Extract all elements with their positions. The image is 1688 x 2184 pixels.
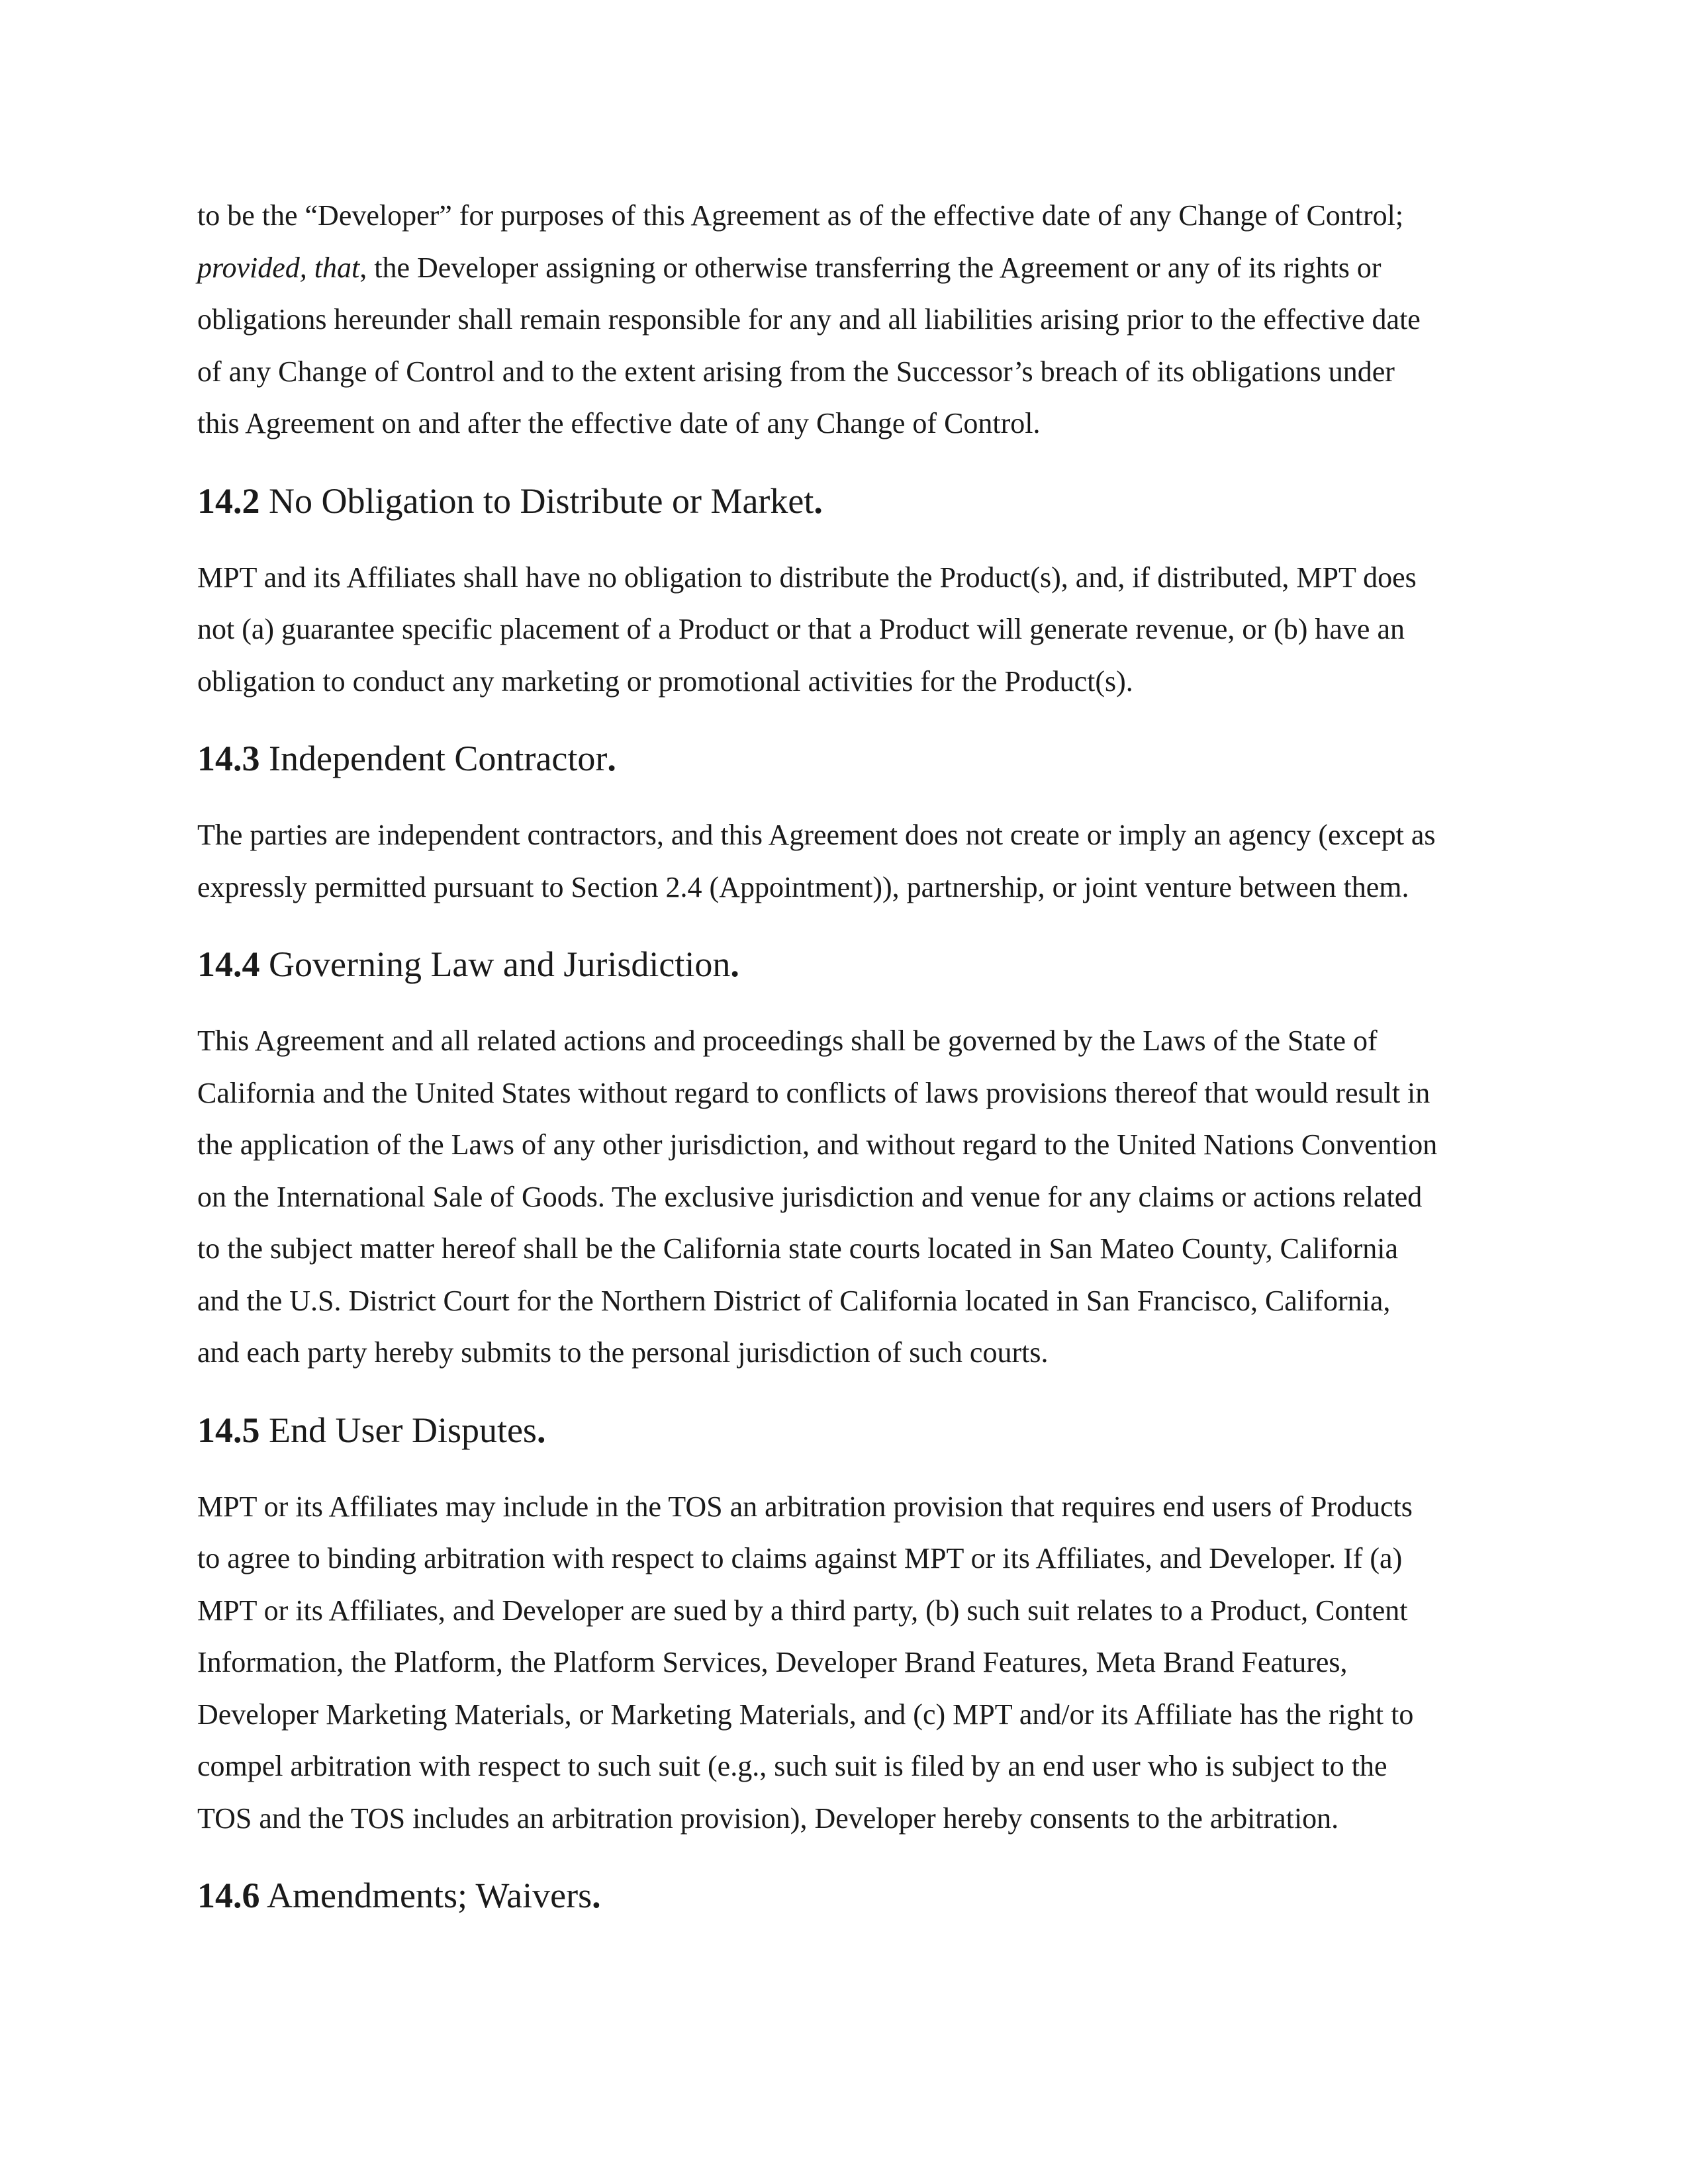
section-heading-14-6 xyxy=(197,1872,1495,1919)
section-title: End User Disputes xyxy=(269,1410,537,1450)
section-heading-14-3 xyxy=(197,735,1495,782)
paragraph-line: the application of the Laws of any other jurisdiction, and without regard to the United Nations Convention xyxy=(197,1128,1438,1161)
paragraph-line: and the U.S. District Court for the Northern District of California located in San Francisco, California, xyxy=(197,1284,1391,1317)
paragraph-line: to agree to binding arbitration with respect to claims against MPT or its Affiliates, and Developer. If (a) xyxy=(197,1542,1403,1574)
paragraph-line: obligations hereunder shall remain responsible for any and all liabilities arising prior to the effective date xyxy=(197,303,1421,336)
paragraph-line: this Agreement on and after the effective date of any Change of Control. xyxy=(197,407,1041,439)
section-title: Governing Law and Jurisdiction xyxy=(269,944,731,984)
document-body xyxy=(197,190,1495,1919)
paragraph-line: and each party hereby submits to the personal jurisdiction of such courts. xyxy=(197,1336,1049,1369)
paragraph-line: compel arbitration with respect to such suit (e.g., such suit is filed by an end user who is subject to the xyxy=(197,1750,1387,1782)
section-period: . xyxy=(536,1410,546,1450)
paragraph-line: TOS and the TOS includes an arbitration provision), Developer hereby consents to the arbitration. xyxy=(197,1801,1339,1835)
section-paragraph-14-2 xyxy=(197,552,1495,708)
continuation-paragraph xyxy=(197,190,1495,450)
paragraph-line: on the International Sale of Goods. The exclusive jurisdiction and venue for any claims or actions related xyxy=(197,1180,1423,1213)
section-paragraph-14-3 xyxy=(197,809,1495,913)
section-heading-14-4 xyxy=(197,941,1495,987)
paragraph-line: Information, the Platform, the Platform Services, Developer Brand Features, Meta Brand Features, xyxy=(197,1646,1348,1678)
italic-phrase: provided, that xyxy=(197,251,360,284)
paragraph-line: to be the “Developer” for purposes of this Agreement as of the effective date of any Change of Control; xyxy=(197,199,1404,232)
paragraph-line: Developer Marketing Materials, or Marketing Materials, and (c) MPT and/or its Affiliate has the right to xyxy=(197,1698,1414,1731)
section-title: Independent Contractor xyxy=(269,739,608,778)
section-paragraph-14-4 xyxy=(197,1015,1495,1379)
section-heading-14-2 xyxy=(197,478,1495,524)
paragraph-line: obligation to conduct any marketing or promotional activities for the Product(s). xyxy=(197,664,1133,698)
paragraph-line: not (a) guarantee specific placement of a Product or that a Product will generate revenue, or (b) have an xyxy=(197,613,1405,645)
section-period: . xyxy=(592,1876,601,1915)
section-number: 14.6 xyxy=(197,1876,260,1915)
paragraph-line: to the subject matter hereof shall be the California state courts located in San Mateo County, California xyxy=(197,1232,1399,1265)
paragraph-line: expressly permitted pursuant to Section 2.4 (Appointment)), partnership, or joint venture between them. xyxy=(197,870,1409,903)
paragraph-line xyxy=(197,242,1495,295)
section-period: . xyxy=(607,739,616,778)
section-number: 14.4 xyxy=(197,944,260,984)
section-title: No Obligation to Distribute or Market xyxy=(269,480,814,521)
section-paragraph-14-5 xyxy=(197,1481,1495,1845)
paragraph-line: This Agreement and all related actions and proceedings shall be governed by the Laws of the State of xyxy=(197,1024,1378,1057)
section-period: . xyxy=(730,944,739,984)
paragraph-line: MPT and its Affiliates shall have no obligation to distribute the Product(s), and, if distributed, MPT does xyxy=(197,561,1417,594)
section-period: . xyxy=(814,480,823,521)
paragraph-line: MPT or its Affiliates may include in the TOS an arbitration provision that requires end users of Products xyxy=(197,1490,1413,1523)
section-number: 14.3 xyxy=(197,739,260,778)
section-title: Amendments; Waivers xyxy=(267,1876,592,1915)
line-rest: , the Developer assigning or otherwise transferring the Agreement or any of its rights or xyxy=(359,251,1382,284)
section-heading-14-5 xyxy=(197,1407,1495,1453)
section-number: 14.5 xyxy=(197,1410,260,1450)
paragraph-line: The parties are independent contractors, and this Agreement does not create or imply an agency (except as xyxy=(197,819,1436,851)
paragraph-line: MPT or its Affiliates, and Developer are sued by a third party, (b) such suit relates to a Product, Content xyxy=(197,1594,1408,1627)
section-number: 14.2 xyxy=(197,480,260,521)
paragraph-line: of any Change of Control and to the extent arising from the Successor’s breach of its obligations under xyxy=(197,355,1395,388)
paragraph-line: California and the United States without regard to conflicts of laws provisions thereof that would result in xyxy=(197,1076,1430,1109)
